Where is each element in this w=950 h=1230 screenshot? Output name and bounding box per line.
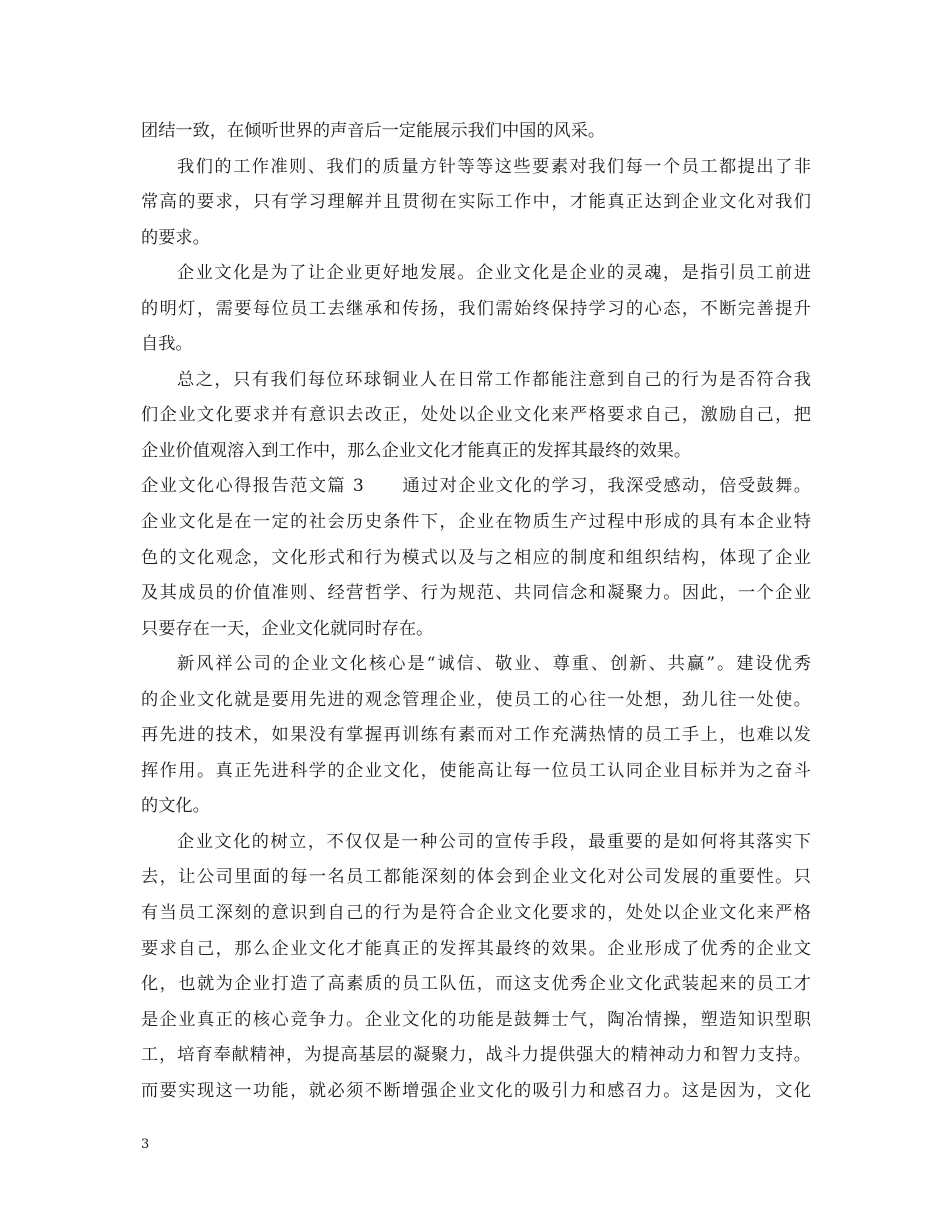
text-line: 有当员工深刻的意识到自己的行为是符合企业文化要求的，处处以企业文化来严格: [141, 903, 811, 924]
text-line: 工，培育奉献精神，为提高基层的凝聚力，战斗力提供强大的精神动力和智力支持。: [141, 1045, 811, 1066]
text-line: 挥作用。真正先进科学的企业文化，使能高让每一位员工认同企业目标并为之奋斗: [141, 760, 811, 781]
text-line: 我们的工作准则、我们的质量方针等等这些要素对我们每一个员工都提出了非: [177, 156, 811, 177]
page-number: 3: [141, 1137, 150, 1152]
text-line: 及其成员的价值准则、经营哲学、行为规范、共同信念和凝聚力。因此，一个企业: [141, 583, 811, 604]
text-line: 常高的要求，只有学习理解并且贯彻在实际工作中，才能真正达到企业文化对我们: [141, 192, 811, 213]
text-line: 总之，只有我们每位环球铜业人在日常工作都能注意到自己的行为是否符合我: [177, 369, 811, 390]
text-line: 的文化。: [141, 796, 210, 817]
text-line: 企业文化心得报告范文篇 3 通过对企业文化的学习，我深受感动，倍受鼓舞。: [141, 476, 811, 497]
text-line: 企业文化是在一定的社会历史条件下，企业在物质生产过程中形成的具有本企业特: [141, 512, 811, 533]
text-line: 要求自己，那么企业文化才能真正的发挥其最终的效果。企业形成了优秀的企业文: [141, 938, 811, 959]
text-line: 是企业真正的核心竞争力。企业文化的功能是鼓舞士气，陶冶情操，塑造知识型职: [141, 1009, 811, 1030]
body-text: [141, 114, 811, 1109]
text-line: 自我。: [141, 334, 193, 355]
text-line: 色的文化观念，文化形式和行为模式以及与之相应的制度和组织结构，体现了企业: [141, 547, 811, 568]
text-line: 企业文化是为了让企业更好地发展。企业文化是企业的灵魂，是指引员工前进: [177, 263, 811, 284]
text-line: 企业价值观溶入到工作中，那么企业文化才能真正的发挥其最终的效果。: [141, 440, 692, 461]
text-line: 只要存在一天，企业文化就同时存在。: [141, 618, 434, 639]
text-line: 团结一致，在倾听世界的声音后一定能展示我们中国的风采。: [141, 121, 606, 141]
text-line: 再先进的技术，如果没有掌握再训练有素而对工作充满热情的员工手上，也难以发: [141, 725, 811, 746]
text-line: 而要实现这一功能，就必须不断增强企业文化的吸引力和感召力。这是因为，文化: [141, 1080, 811, 1101]
text-line: 化，也就为企业打造了高素质的员工队伍，而这支优秀企业文化武装起来的员工才: [141, 974, 811, 995]
text-line: 的企业文化就是要用先进的观念管理企业，使员工的心往一处想，劲儿往一处使。: [141, 689, 811, 710]
text-line: 们企业文化要求并有意识去改正，处处以企业文化来严格要求自己，激励自己，把: [141, 405, 811, 426]
text-line: 的要求。: [141, 227, 210, 248]
text-line: 的明灯，需要每位员工去继承和传扬，我们需始终保持学习的心态，不断完善提升: [141, 298, 811, 319]
text-line: 新风祥公司的企业文化核心是“诚信、敬业、尊重、创新、共赢”。建设优秀: [177, 654, 811, 675]
text-line: 企业文化的树立，不仅仅是一种公司的宣传手段，最重要的是如何将其落实下: [177, 831, 811, 852]
text-line: 去，让公司里面的每一名员工都能深刻的体会到企业文化对公司发展的重要性。只: [141, 867, 811, 888]
